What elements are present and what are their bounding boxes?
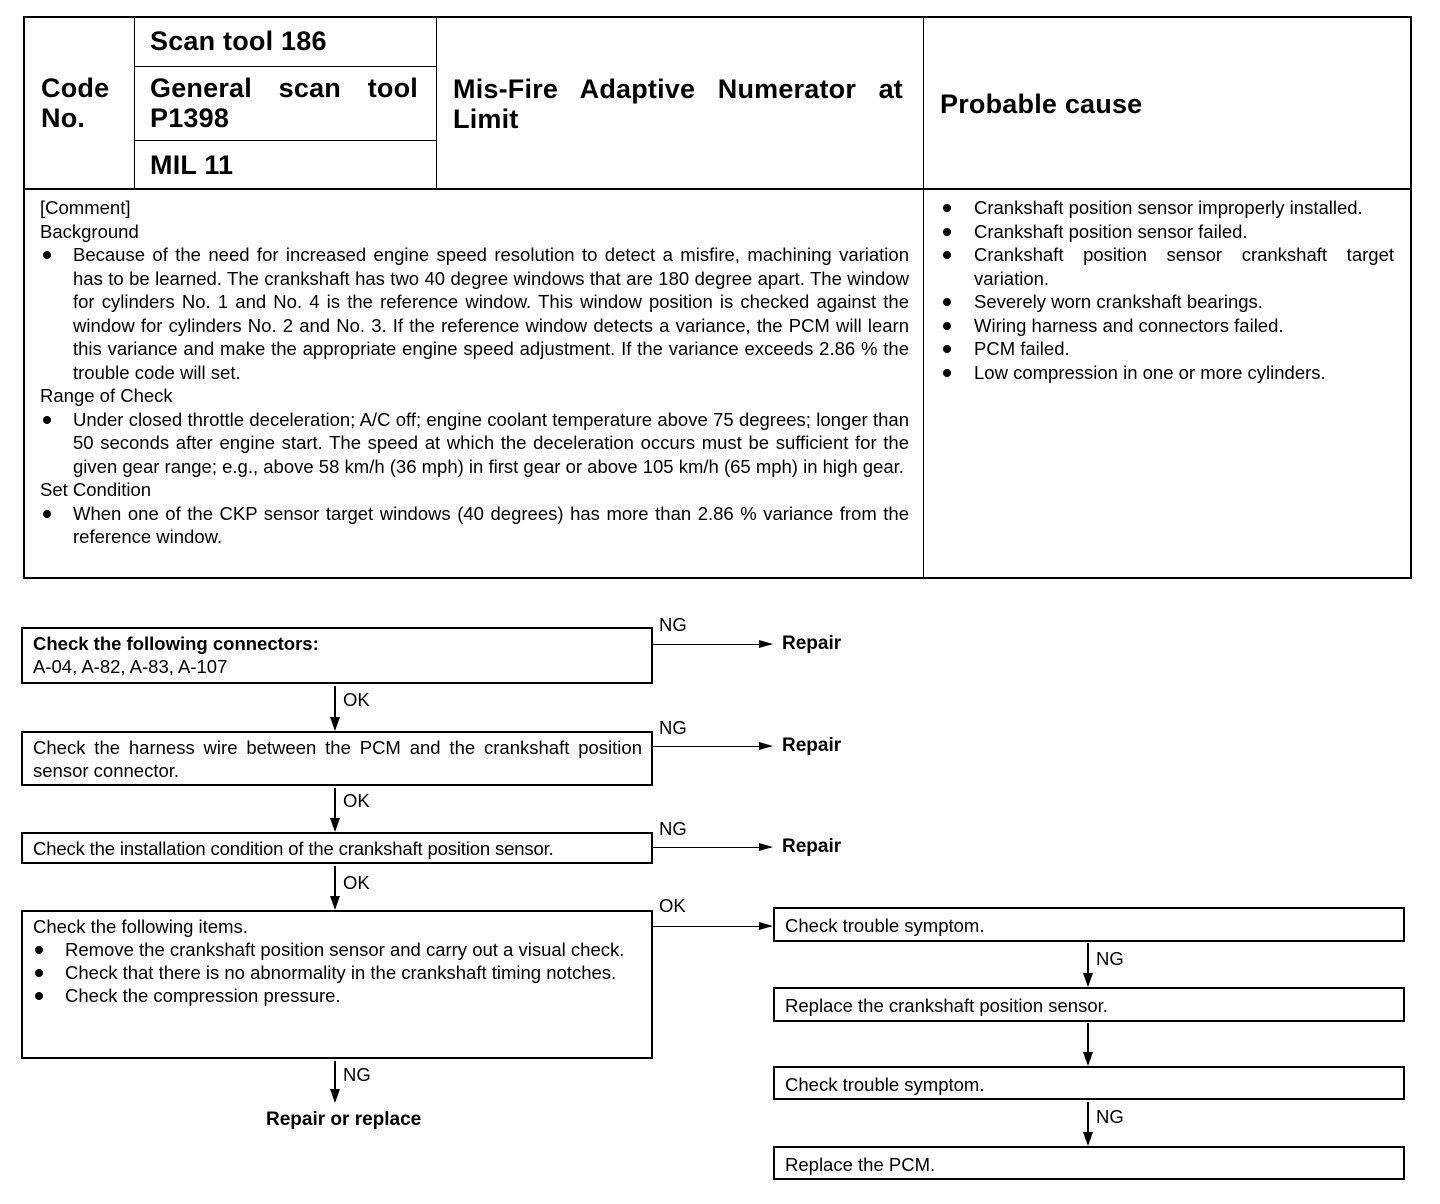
divider-scan-row-1 bbox=[134, 66, 436, 67]
probable-cause-item bbox=[939, 361, 1394, 385]
probable-cause-item bbox=[939, 337, 1394, 361]
probable-cause-text: Crankshaft position sensor improperly installed. bbox=[974, 197, 1363, 218]
bullet-icon bbox=[43, 510, 51, 518]
step-3-text: Check the installation condition of the crankshaft position sensor. bbox=[33, 838, 554, 859]
right-step-c-ng-arrow bbox=[1087, 1102, 1089, 1144]
probable-cause-text: PCM failed. bbox=[974, 338, 1070, 359]
bullet-icon bbox=[943, 298, 951, 306]
step-2-text: Check the harness wire between the PCM and the crankshaft position sensor connector. bbox=[33, 737, 642, 781]
background-bullet bbox=[40, 243, 909, 384]
right-step-a-ng-arrow bbox=[1087, 943, 1089, 985]
step-1-title: Check the following connectors: bbox=[33, 633, 319, 654]
background-text: Because of the need for increased engine speed resolution to detect a misfire, machining variation has to be learned. The crankshaft has two 40 degree windows that are 180 degree apart. The window for cylinders No. 1 and No. 4 is the reference window. This window position is checked against the window for cylinders No. 2 and No. 3. If the reference window detects a variance, the PCM will learn this variance and make the appropriate engine speed adjustment. If the variance exceeds 2.86 % the trouble code will set. bbox=[73, 244, 909, 383]
general-scan-tool-line-1: General scan tool bbox=[150, 73, 418, 103]
dtc-title bbox=[453, 74, 903, 134]
step-4-ng-result: Repair or replace bbox=[266, 1109, 422, 1130]
flow-step-replace-pcm bbox=[773, 1146, 1405, 1180]
probable-cause-text: Crankshaft position sensor failed. bbox=[974, 220, 1248, 242]
general-scan-tool-line-2: P1398 bbox=[150, 103, 230, 133]
step-2-ng-result: Repair bbox=[782, 735, 842, 756]
set-condition-label: Set Condition bbox=[40, 479, 152, 500]
step-2-ng-label: NG bbox=[659, 717, 687, 738]
divider-cause-column bbox=[923, 18, 924, 577]
probable-cause-header: Probable cause bbox=[940, 89, 1143, 119]
right-step-c-text: Check trouble symptom. bbox=[785, 1074, 985, 1095]
bullet-icon bbox=[943, 345, 951, 353]
dtc-info-table bbox=[23, 16, 1412, 579]
step-4-item bbox=[33, 961, 642, 984]
divider-header-bottom bbox=[25, 188, 1410, 190]
probable-cause-text: Severely worn crankshaft bearings. bbox=[974, 291, 1263, 312]
step-3-ok-label: OK bbox=[343, 872, 370, 893]
step-4-item-text: Remove the crankshaft position sensor and carry out a visual check. bbox=[65, 939, 625, 960]
bullet-icon bbox=[943, 204, 951, 212]
step-4-item-list bbox=[33, 938, 642, 1007]
step-4-item bbox=[33, 938, 642, 961]
probable-cause-list bbox=[939, 196, 1394, 384]
code-label-line-1: Code bbox=[41, 73, 110, 103]
step-2-ok-label: OK bbox=[343, 790, 370, 811]
background-label: Background bbox=[40, 220, 139, 242]
right-step-d-text: Replace the PCM. bbox=[785, 1154, 936, 1175]
range-of-check-label: Range of Check bbox=[40, 385, 173, 406]
step-3-ng-arrow bbox=[653, 847, 771, 848]
probable-cause-item bbox=[939, 314, 1394, 338]
step-4-item-text: Check the compression pressure. bbox=[65, 985, 341, 1006]
step-4-item-text: Check that there is no abnormality in the crankshaft timing notches. bbox=[65, 962, 617, 983]
dtc-title-line-2: Limit bbox=[453, 104, 519, 134]
step-4-ng-label: NG bbox=[343, 1064, 371, 1085]
step-1-detail: A-04, A-82, A-83, A-107 bbox=[33, 656, 228, 677]
step-3-ok-arrow bbox=[334, 866, 336, 908]
right-step-b-arrow bbox=[1087, 1023, 1089, 1064]
step-4-ok-arrow bbox=[653, 926, 771, 927]
right-step-a-text: Check trouble symptom. bbox=[785, 915, 985, 936]
range-of-check-bullet bbox=[40, 408, 909, 479]
probable-cause-item bbox=[939, 196, 1394, 220]
probable-cause-text: Low compression in one or more cylinders. bbox=[974, 361, 1326, 383]
probable-cause-text: Wiring harness and connectors failed. bbox=[974, 314, 1284, 336]
flow-step-check-installation bbox=[21, 832, 653, 864]
probable-cause-item bbox=[939, 243, 1394, 290]
right-step-a-ng-label: NG bbox=[1096, 948, 1124, 969]
comment-section bbox=[40, 196, 909, 549]
step-4-title: Check the following items. bbox=[33, 916, 248, 937]
probable-cause-item bbox=[939, 290, 1394, 314]
bullet-icon bbox=[43, 416, 51, 424]
step-1-ok-label: OK bbox=[343, 689, 370, 710]
probable-cause-text: Crankshaft position sensor crankshaft target variation. bbox=[974, 244, 1394, 289]
flow-step-check-items bbox=[21, 910, 653, 1059]
scan-tool-code: Scan tool 186 bbox=[150, 26, 327, 56]
step-3-ng-label: NG bbox=[659, 818, 687, 839]
right-step-c-ng-label: NG bbox=[1096, 1106, 1124, 1127]
right-step-b-text: Replace the crankshaft position sensor. bbox=[785, 995, 1108, 1016]
divider-scan-column bbox=[436, 18, 437, 188]
bullet-icon bbox=[943, 369, 951, 377]
step-2-ok-arrow bbox=[334, 788, 336, 830]
bullet-icon bbox=[943, 228, 951, 236]
comment-label: [Comment] bbox=[40, 197, 131, 218]
step-2-ng-arrow bbox=[653, 746, 771, 747]
mil-code: MIL 11 bbox=[150, 150, 234, 180]
code-label-line-2: No. bbox=[41, 103, 86, 133]
step-4-item bbox=[33, 984, 642, 1007]
divider-scan-row-2 bbox=[134, 140, 436, 141]
step-4-ok-label: OK bbox=[659, 895, 686, 916]
bullet-icon bbox=[943, 322, 951, 330]
bullet-icon bbox=[35, 969, 43, 977]
code-no-label bbox=[41, 73, 109, 133]
step-1-ok-arrow bbox=[334, 686, 336, 729]
set-condition-text: When one of the CKP sensor target windows (40 degrees) has more than 2.86 % variance from the reference window. bbox=[73, 502, 909, 547]
range-of-check-text: Under closed throttle deceleration; A/C off; engine coolant temperature above 75 degrees; longer than 50 seconds after engine start. The speed at which the deceleration occurs must be sufficient for the given gear range; e.g., above 58 km/h (36 mph) in first gear or above 105 km/h (65 mph) in high gear. bbox=[73, 408, 909, 477]
flow-step-check-symptom-1 bbox=[773, 907, 1405, 942]
bullet-icon bbox=[43, 251, 51, 259]
divider-code-column bbox=[134, 18, 135, 188]
flow-step-check-harness bbox=[21, 731, 653, 786]
dtc-title-line-1: Mis-Fire Adaptive Numerator at bbox=[453, 74, 903, 104]
step-4-ng-arrow bbox=[334, 1061, 336, 1101]
step-1-ng-label: NG bbox=[659, 614, 687, 635]
probable-cause-item bbox=[939, 220, 1394, 244]
set-condition-bullet bbox=[40, 502, 909, 549]
bullet-icon bbox=[35, 992, 43, 1000]
step-1-ng-result: Repair bbox=[782, 633, 842, 654]
flow-step-check-connectors bbox=[21, 627, 653, 684]
flow-step-check-symptom-2 bbox=[773, 1066, 1405, 1100]
bullet-icon bbox=[35, 946, 43, 954]
flow-step-replace-sensor bbox=[773, 987, 1405, 1022]
step-1-ng-arrow bbox=[653, 644, 771, 645]
step-3-ng-result: Repair bbox=[782, 836, 842, 857]
bullet-icon bbox=[943, 251, 951, 259]
general-scan-tool-code bbox=[150, 73, 418, 133]
